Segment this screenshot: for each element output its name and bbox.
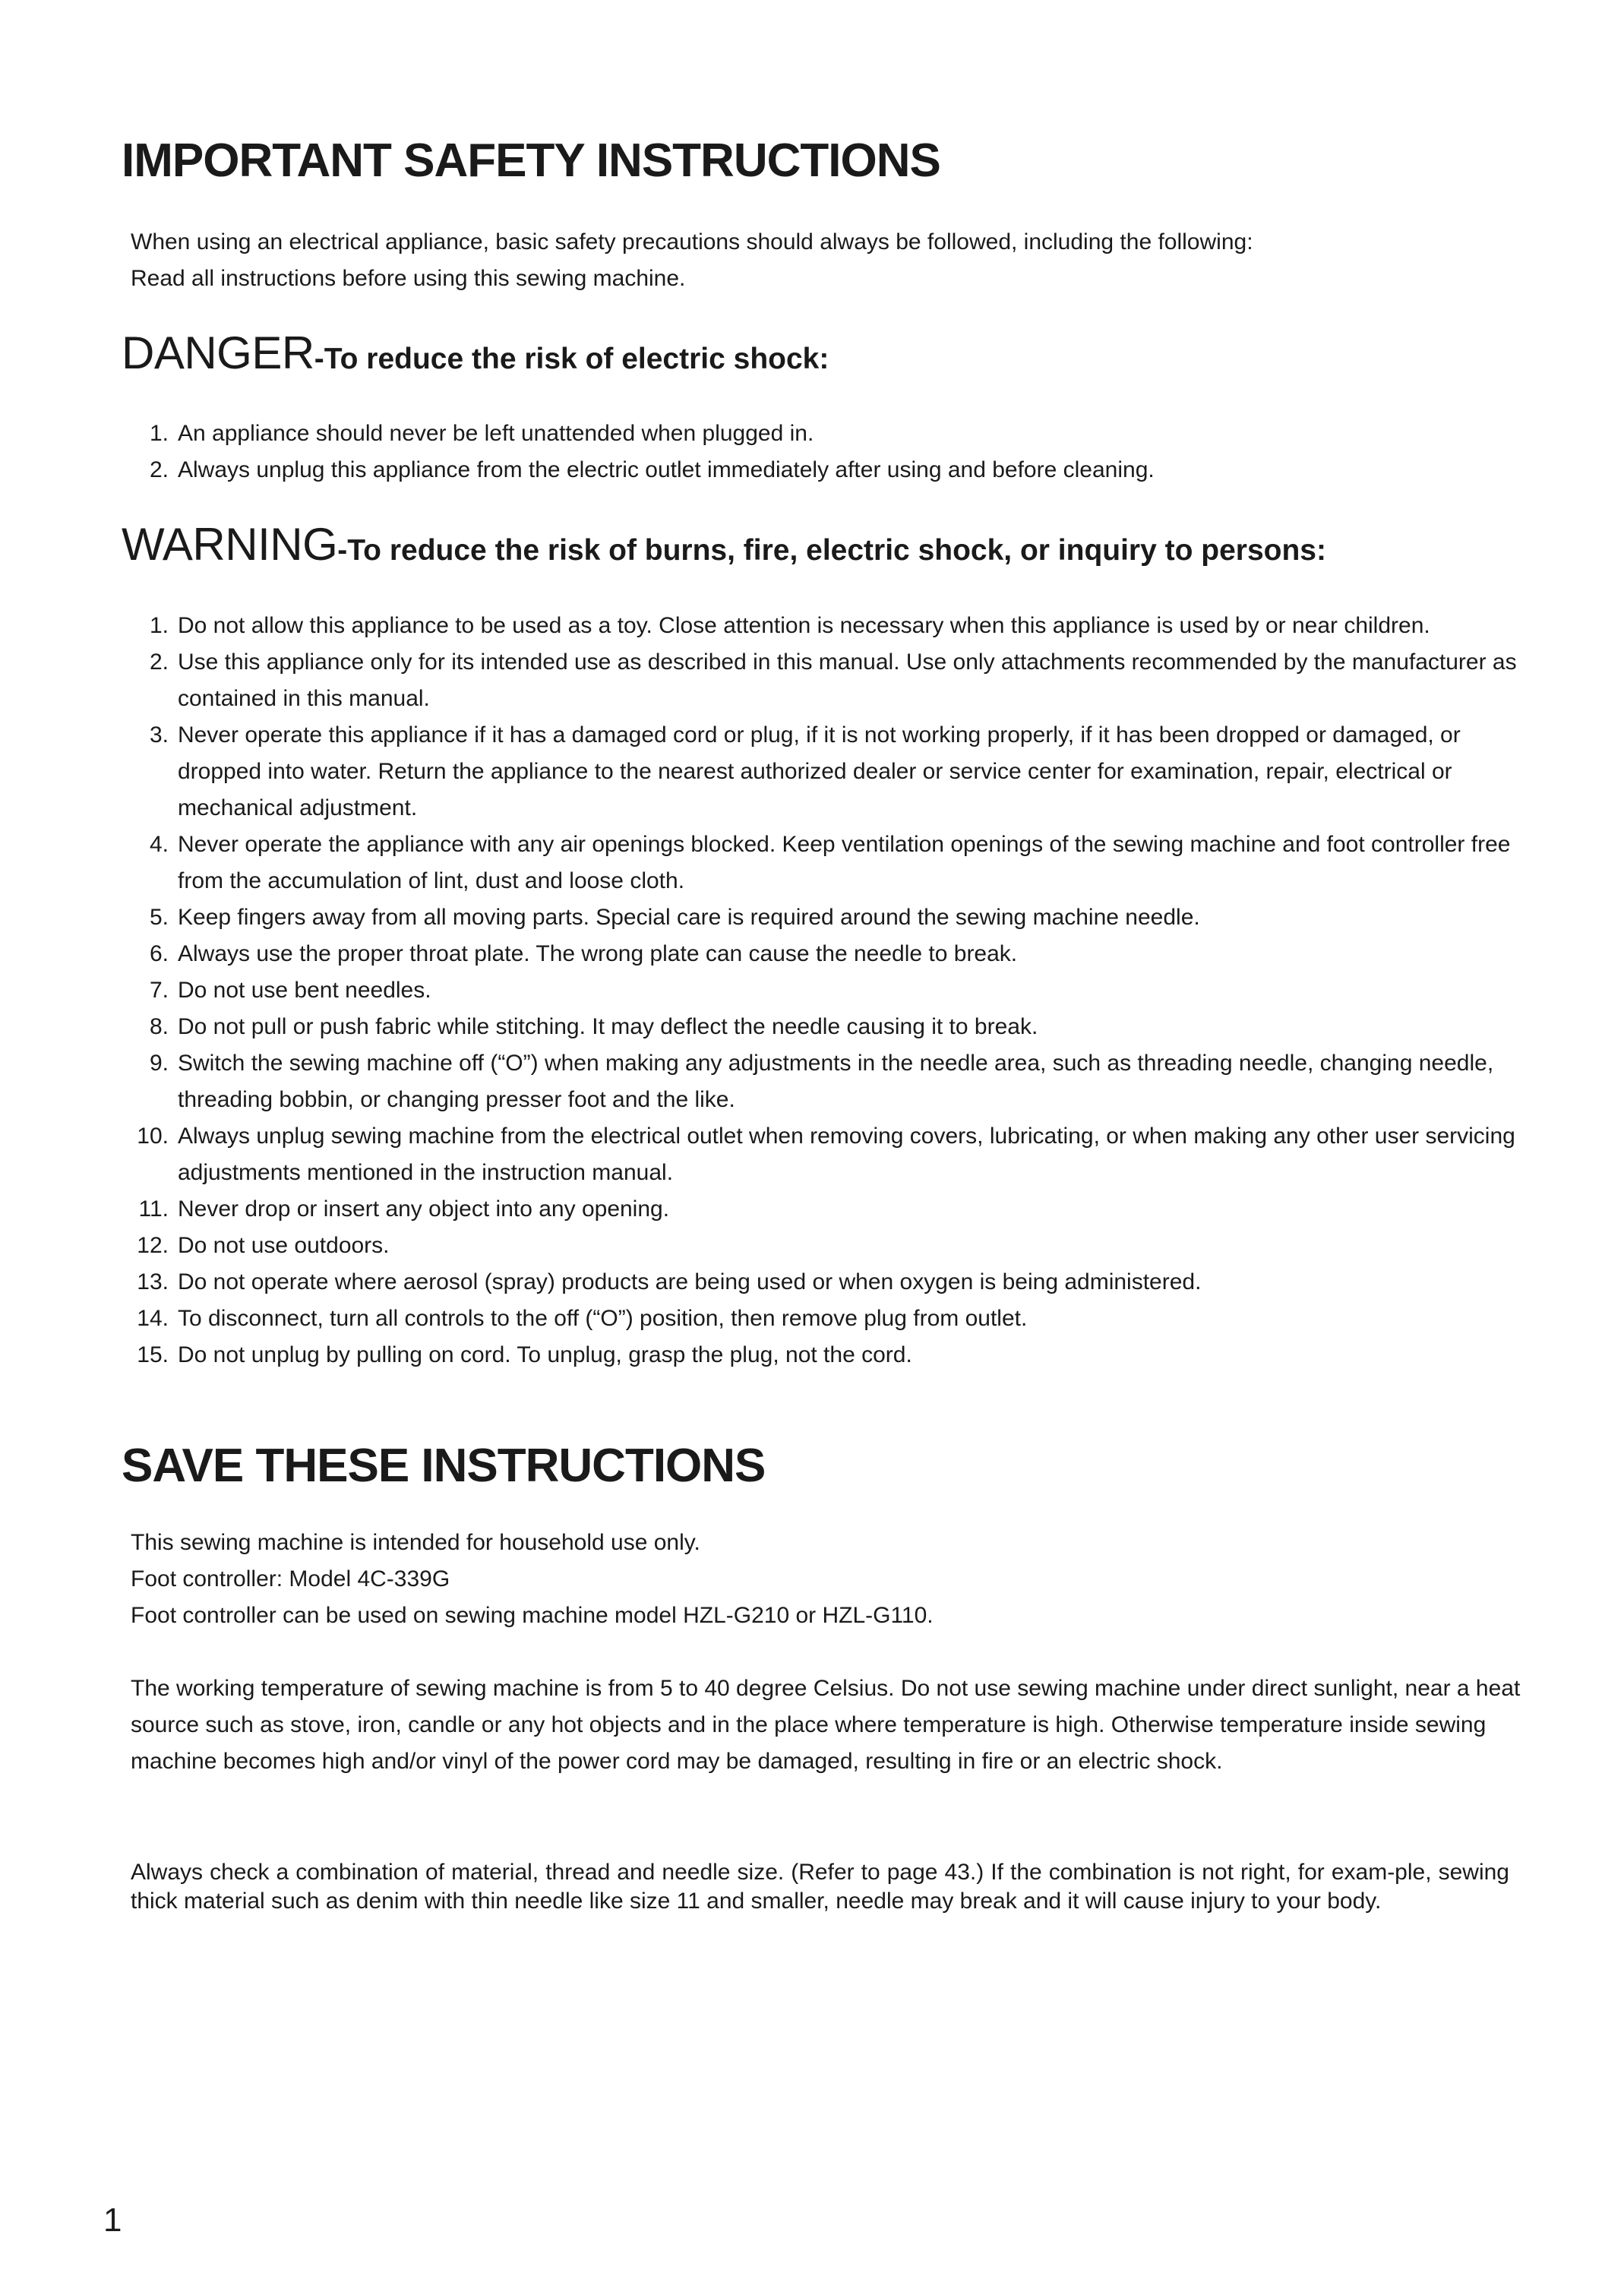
foot-controller-model: Foot controller: Model 4C-339G — [131, 1566, 450, 1592]
danger-list — [122, 416, 1550, 488]
combination-paragraph: Always check a combination of material, thread and needle size. (Refer to page 43.) If the combination is not right, for exam-ple, sewing thick material such as denim with thin needle like size 11 and smaller, needle may break and it will cause injury to your body. — [131, 1860, 1509, 1914]
item-number: 2. — [149, 457, 169, 482]
item-text: To disconnect, turn all controls to the off (“O”) position, then remove plug from outlet. — [178, 1306, 1028, 1331]
list-item — [122, 1264, 1550, 1301]
item-text: Never operate this appliance if it has a damaged cord or plug, if it is not working properly, if it has been dropped or damaged, or dropped into water. Return the appliance to the nearest authorized dealer or service center for examination, repair, electrical or mechanical adjustment. — [178, 722, 1461, 820]
temperature-paragraph: The working temperature of sewing machine is from 5 to 40 degree Celsius. Do not use sewing machine under direct sunlight, near a heat source such as stove, iron, candle or any hot objects and in the place where temperature is high. Otherwise temperature inside sewing machine becomes high and/or vinyl of the power cord may be damaged, resulting in fire or an electric shock. — [131, 1676, 1521, 1774]
item-text: Always unplug sewing machine from the electrical outlet when removing covers, lubricating, or when making any other user servicing adjustments mentioned in the instruction manual. — [178, 1124, 1515, 1185]
item-number: 7. — [149, 978, 169, 1003]
item-text: Use this appliance only for its intended use as described in this manual. Use only attachments recommended by the manufacturer as contained in this manual. — [178, 650, 1517, 711]
item-number: 8. — [149, 1014, 169, 1039]
intro-text — [131, 224, 1543, 297]
item-text: Always use the proper throat plate. The wrong plate can cause the needle to break. — [178, 941, 1018, 966]
list-item — [122, 1191, 1550, 1228]
household-use-text: This sewing machine is intended for household use only. — [131, 1530, 700, 1555]
item-number: 15. — [137, 1342, 169, 1367]
item-number: 10. — [137, 1124, 169, 1149]
item-text: Do not operate where aerosol (spray) products are being used or when oxygen is being administered. — [178, 1269, 1202, 1294]
list-item — [122, 1301, 1550, 1337]
item-text: Always unplug this appliance from the electric outlet immediately after using and before cleaning. — [178, 457, 1155, 482]
danger-subtitle: -To reduce the risk of electric shock: — [314, 343, 829, 375]
list-item — [122, 1228, 1550, 1264]
list-item — [122, 1118, 1550, 1191]
list-item — [122, 608, 1550, 644]
item-text: Keep fingers away from all moving parts. Special care is required around the sewing machine needle. — [178, 905, 1200, 930]
list-item — [122, 1045, 1550, 1118]
item-number: 14. — [137, 1306, 169, 1331]
item-text: Do not use outdoors. — [178, 1233, 390, 1258]
item-text: Do not use bent needles. — [178, 978, 431, 1003]
item-text: Never operate the appliance with any air openings blocked. Keep ventilation openings of the sewing machine and foot controller free from the accumulation of lint, dust and loose cloth. — [178, 832, 1511, 893]
item-number: 6. — [149, 941, 169, 966]
warning-label: WARNING — [122, 519, 338, 570]
page-title: IMPORTANT SAFETY INSTRUCTIONS — [122, 134, 940, 187]
item-number: 9. — [149, 1051, 169, 1076]
list-item — [122, 644, 1550, 717]
item-number: 12. — [137, 1233, 169, 1258]
list-item — [122, 899, 1550, 936]
item-number: 4. — [149, 832, 169, 857]
danger-label: DANGER — [122, 327, 314, 378]
item-number: 1. — [149, 421, 169, 446]
list-item — [122, 936, 1550, 972]
item-text: Do not unplug by pulling on cord. To unplug, grasp the plug, not the cord. — [178, 1342, 912, 1367]
list-item — [122, 416, 1550, 452]
list-item — [122, 1009, 1550, 1045]
list-item — [122, 972, 1550, 1009]
item-number: 3. — [149, 722, 169, 748]
item-text: Do not pull or push fabric while stitching. It may deflect the needle causing it to break. — [178, 1014, 1038, 1039]
list-item — [122, 452, 1550, 488]
warning-subtitle: -To reduce the risk of burns, fire, electric shock, or inquiry to persons: — [337, 534, 1326, 567]
item-number: 5. — [149, 905, 169, 930]
save-instructions-title: SAVE THESE INSTRUCTIONS — [122, 1440, 766, 1492]
item-number: 2. — [149, 650, 169, 675]
list-item — [122, 717, 1550, 827]
intro-line: Read all instructions before using this sewing machine. — [131, 266, 686, 291]
item-text: Never drop or insert any object into any opening. — [178, 1196, 670, 1222]
item-text: Do not allow this appliance to be used as a toy. Close attention is necessary when this appliance is used by or near children. — [178, 613, 1430, 638]
item-number: 1. — [149, 613, 169, 638]
item-number: 13. — [137, 1269, 169, 1294]
item-text: An appliance should never be left unattended when plugged in. — [178, 421, 814, 446]
list-item — [122, 1337, 1550, 1373]
item-text: Switch the sewing machine off (“O”) when making any adjustments in the needle area, such as threading needle, changing needle, threading bobbin, or changing presser foot and the like. — [178, 1051, 1494, 1112]
page-number: 1 — [103, 2202, 122, 2239]
foot-controller-compat: Foot controller can be used on sewing machine model HZL-G210 or HZL-G110. — [131, 1603, 934, 1628]
danger-heading — [122, 327, 829, 379]
list-item — [122, 827, 1550, 899]
warning-list — [122, 608, 1550, 1373]
intro-line: When using an electrical appliance, basic safety precautions should always be followed, including the following: — [131, 229, 1253, 254]
save-info — [131, 1525, 1521, 1780]
item-number: 11. — [138, 1196, 169, 1222]
spacer — [131, 1634, 1521, 1671]
warning-heading — [122, 518, 1326, 571]
